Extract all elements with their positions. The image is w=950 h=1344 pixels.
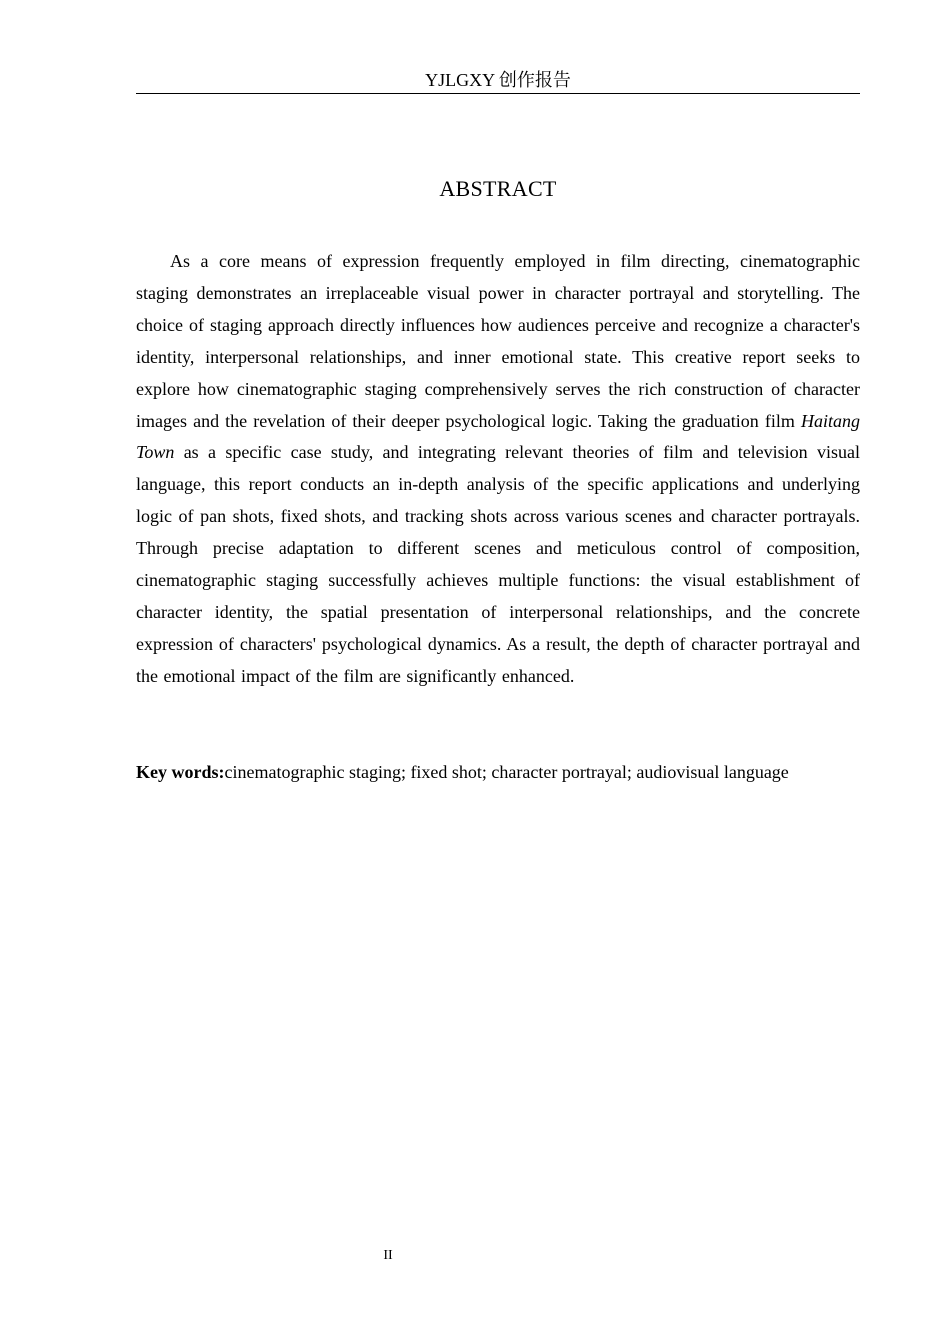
keywords-label: Key words: bbox=[136, 762, 225, 782]
keywords-line bbox=[136, 757, 860, 789]
abstract-title: ABSTRACT bbox=[439, 176, 557, 201]
keywords-text: cinematographic staging; fixed shot; character portrayal; audiovisual language bbox=[224, 762, 789, 782]
abstract-text-part-2: as a specific case study, and integrating relevant theories of film and television visual language, this report conducts an in-depth analysis of the specific applications and underlying logic of pan shots, fixed shots, and tracking shots across various scenes and character portrayals. Through precise adaptation to different scenes and meticulous control of composition, cinematographic staging successfully achieves multiple functions: the visual establishment of character identity, the spatial presentation of interpersonal relationships, and the concrete expression of characters' psychological dynamics. As a result, the depth of character portrayal and the emotional impact of the film are significantly enhanced. bbox=[136, 442, 860, 686]
abstract-paragraph bbox=[136, 246, 860, 693]
abstract-text-part-1: As a core means of expression frequently employed in film directing, cinematographic staging demonstrates an irreplaceable visual power in character portrayal and storytelling. The choice of staging approach directly influences how audiences perceive and recognize a character's identity, interpersonal relationships, and inner emotional state. This creative report seeks to explore how cinematographic staging comprehensively serves the rich construction of character images and the revelation of their deeper psychological logic. Taking the graduation film bbox=[136, 251, 860, 431]
page-number: II bbox=[383, 1248, 393, 1263]
page-header bbox=[136, 68, 860, 94]
header-text: YJLGXY 创作报告 bbox=[425, 70, 571, 90]
film-title: Haitang Town bbox=[136, 410, 860, 463]
